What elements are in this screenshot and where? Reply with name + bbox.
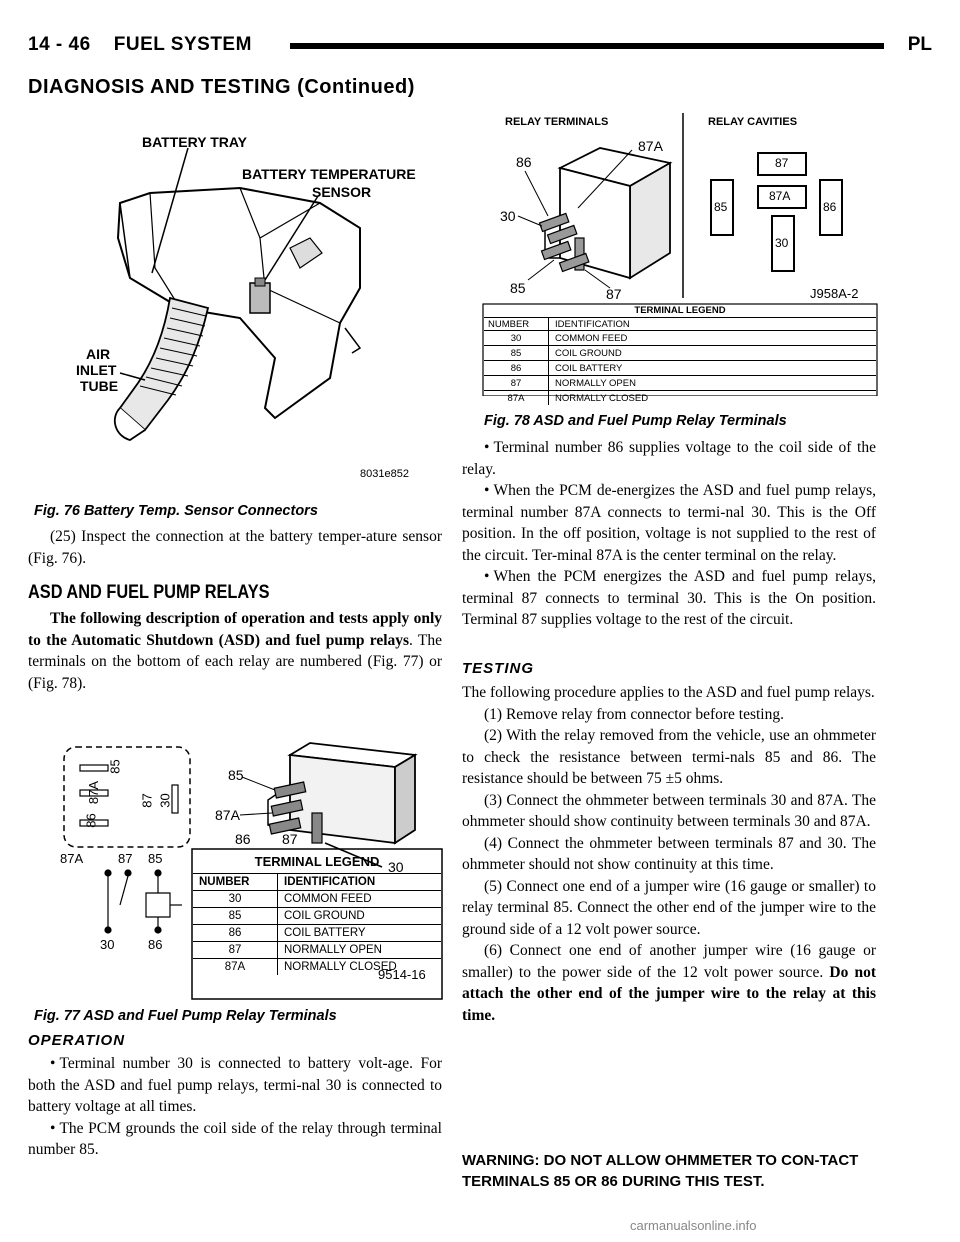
legend-id: NORMALLY CLOSED	[555, 392, 649, 404]
header-rule	[290, 43, 884, 49]
legend-id: COMMON FEED	[278, 891, 442, 908]
legend-id: NORMALLY OPEN	[278, 942, 442, 959]
sch-label-85: 85	[148, 851, 163, 866]
header-section: 14 - 46 FUEL SYSTEM	[28, 34, 252, 55]
legend-id: COIL GROUND	[549, 346, 877, 361]
sch-label-87a: 87A	[60, 851, 84, 866]
legend-num: 30	[484, 331, 549, 346]
label-air: AIR	[86, 346, 111, 362]
legend-num: 85	[193, 908, 278, 925]
cavity-85: 85	[714, 200, 728, 214]
legend-id: COIL BATTERY	[549, 361, 877, 376]
table-row	[484, 391, 876, 406]
relay-cavities-label: RELAY CAVITIES	[708, 116, 798, 128]
legend-num: 87A	[484, 391, 549, 406]
legend-num: 86	[484, 361, 549, 376]
fig76-illustration	[60, 118, 440, 498]
label-temp-sensor: BATTERY TEMPERATURE	[242, 166, 416, 182]
table-row	[193, 925, 441, 942]
legend-id: NORMALLY OPEN	[549, 376, 877, 391]
relay-label-86: 86	[235, 831, 251, 847]
operation-list-right	[462, 437, 876, 631]
table-row	[193, 942, 441, 959]
pin-85: 85	[510, 280, 526, 296]
legend-num: 87	[193, 942, 278, 959]
page-header	[28, 34, 932, 68]
table-row	[484, 376, 876, 391]
test-step: (3) Connect the ohmmeter between terminals 30 and 87A. The ohmmeter should show continuity between terminals 30 and 87A.	[462, 791, 876, 830]
legend-num: 85	[484, 346, 549, 361]
legend-num: 86	[193, 925, 278, 942]
step-25: (25) Inspect the connection at the battery temper-ature sensor (Fig. 76).	[28, 528, 442, 567]
fig78-legend-title: TERMINAL LEGEND	[484, 305, 876, 318]
fig78-caption: Fig. 78 ASD and Fuel Pump Relay Terminals	[484, 413, 787, 429]
step6-text: (6) Connect one end of another jumper wire (16 gauge or smaller) to the power side of the 12 volt power source.	[462, 942, 876, 981]
sch-label-30: 30	[100, 937, 115, 952]
step6-bold: Do not attach the other end of the jumper wire to the relay at this time.	[462, 963, 876, 1024]
fig77-legend-title: TERMINAL LEGEND	[193, 850, 441, 874]
legend-id: COIL BATTERY	[278, 925, 442, 942]
fig78-code: J958A-2	[810, 286, 859, 301]
pin-87a: 87A	[638, 138, 663, 154]
fig76-code: 8031e852	[360, 468, 409, 480]
legend-id: NORMALLY CLOSED	[284, 961, 397, 973]
list-item: • Terminal number 86 supplies voltage to the coil side of the relay.	[462, 437, 876, 480]
list-item: • Terminal number 30 is connected to battery volt-age. For both the ASD and fuel pump relays, termi-nal 30 is connected to battery voltage at all times.	[28, 1053, 442, 1118]
warning-note: WARNING: DO NOT ALLOW OHMMETER TO CON-TACT TERMINALS 85 OR 86 DURING THIS TEST.	[462, 1152, 859, 1190]
asd-intro	[28, 608, 442, 694]
testing-intro: The following procedure applies to the ASD and fuel pump relays.	[462, 684, 875, 701]
relay-label-87a: 87A	[215, 807, 240, 823]
table-row	[484, 361, 876, 376]
table-row	[193, 908, 441, 925]
test-step: (2) With the relay removed from the vehicle, use an ohmmeter to check the resistance between termi-nals 85 and 86. The resistance should be between 75 ±5 ohms.	[462, 727, 876, 787]
relay-label-87: 87	[282, 831, 298, 847]
pin-87: 87	[606, 286, 622, 302]
pin-label-85: 85	[107, 759, 123, 774]
pin-86: 86	[516, 154, 532, 170]
pin-30: 30	[500, 208, 516, 224]
fig77-legend-table	[193, 874, 441, 975]
operation-list-left	[28, 1053, 442, 1161]
fig76-caption: Fig. 76 Battery Temp. Sensor Connectors	[34, 503, 318, 519]
label-tube: TUBE	[80, 378, 119, 394]
pin-label-87a: 87A	[86, 780, 102, 805]
test-step: (1) Remove relay from connector before testing.	[484, 705, 784, 723]
relay-label-30: 30	[388, 859, 404, 875]
cavity-30: 30	[775, 236, 789, 250]
legend-num: 30	[193, 891, 278, 908]
label-inlet: INLET	[76, 362, 117, 378]
sch-label-86: 86	[148, 937, 163, 952]
sch-label-87: 87	[118, 851, 133, 866]
asd-intro-rest: . The terminals on the bottom of each relay are numbered (Fig. 77) or (Fig. 78).	[28, 631, 442, 692]
relay-label-85: 85	[228, 767, 244, 783]
section-title: DIAGNOSIS AND TESTING (Continued)	[28, 76, 415, 98]
fig77-caption: Fig. 77 ASD and Fuel Pump Relay Terminals	[34, 1008, 337, 1024]
pin-label-86: 86	[83, 813, 99, 828]
label-sensor: SENSOR	[312, 184, 372, 200]
test-step-6	[462, 940, 876, 1026]
fig78-legend	[484, 305, 876, 405]
fig77-illustration	[60, 725, 450, 1010]
label-battery-tray: BATTERY TRAY	[142, 134, 248, 150]
asd-heading: ASD AND FUEL PUMP RELAYS	[28, 582, 270, 603]
cavity-87: 87	[775, 156, 789, 170]
fig78-legend-table	[484, 318, 876, 405]
pin-label-87: 87	[139, 793, 155, 808]
pin-label-30: 30	[157, 793, 173, 808]
testing-heading: TESTING	[462, 660, 535, 677]
header-model: PL	[907, 34, 932, 55]
cavity-87a: 87A	[769, 189, 791, 203]
asd-intro-bold: The following description of operation and tests apply only to the Automatic Shutdown (ASD) and fuel pump relays	[28, 610, 442, 649]
fig77-head-id: IDENTIFICATION	[278, 874, 442, 891]
fig78-head-id: IDENTIFICATION	[549, 318, 877, 331]
testing-body	[462, 682, 876, 1026]
legend-num: 87A	[193, 959, 278, 976]
table-row	[193, 891, 441, 908]
test-step: (4) Connect the ohmmeter between terminals 87 and 30. The ohmmeter should not show continuity at this time.	[462, 834, 876, 873]
cavity-86: 86	[823, 200, 837, 214]
legend-num: 87	[484, 376, 549, 391]
table-row	[484, 331, 876, 346]
list-item: • When the PCM de-energizes the ASD and fuel pump relays, terminal number 87A connects to termi-nal 30. This is the Off position. In the off position, voltage is not supplied to the rest of the circuit. Ter-minal 87A is the center terminal on the relay.	[462, 480, 876, 566]
operation-heading: OPERATION	[28, 1032, 126, 1049]
test-step: (5) Connect one end of a jumper wire (16 gauge or smaller) to relay terminal 85. Connect the other end of the jumper wire to the ground side of a 12 volt power source.	[462, 877, 876, 938]
list-item: • The PCM grounds the coil side of the relay through terminal number 85.	[28, 1118, 442, 1161]
footer-watermark: carmanualsonline.info	[630, 1218, 757, 1233]
relay-terminals-label: RELAY TERMINALS	[505, 116, 609, 128]
fig77-head-number: NUMBER	[193, 874, 278, 891]
legend-id: COMMON FEED	[549, 331, 877, 346]
fig77-code: 9514-16	[378, 967, 426, 982]
legend-id: COIL GROUND	[278, 908, 442, 925]
fig78-illustration	[480, 108, 880, 404]
table-row	[484, 346, 876, 361]
fig78-head-number: NUMBER	[484, 318, 549, 331]
list-item: • When the PCM energizes the ASD and fuel pump relays, terminal 87 connects to terminal 30. This is the On position. Terminal 87 supplies voltage to the rest of the circuit.	[462, 566, 876, 631]
fig77-legend	[193, 850, 441, 975]
